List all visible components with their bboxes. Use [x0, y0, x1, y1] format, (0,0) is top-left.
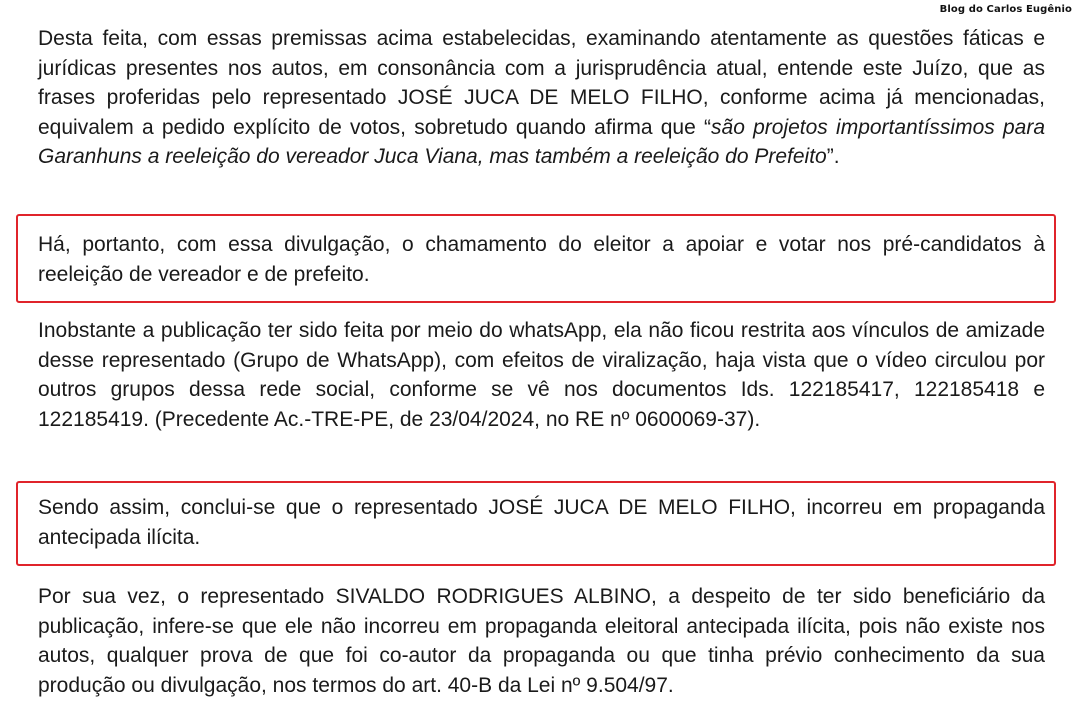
paragraph-text-end: ”.: [826, 145, 840, 168]
paragraph-whatsapp: Inobstante a publicação ter sido feita por meio do whatsApp, ela não ficou restrita aos vínculos de amizade desse representado (Grupo de WhatsApp), com efeitos de viralização, haja vista que o vídeo circulou por outros grupos dessa rede social, conforme se vê nos documentos Ids. 122185417, 122185418 e 122185419. (Precedente Ac.-TRE-PE, de 23/04/2024, no RE nº 0600069-37).: [38, 319, 1045, 431]
paragraph-chamamento: Há, portanto, com essa divulgação, o chamamento do eleitor a apoiar e votar nos pré-candidatos à reeleição de vereador e de prefeito.: [38, 233, 1045, 286]
paragraph-premissas: [38, 24, 1045, 172]
blog-watermark: Blog do Carlos Eugênio: [939, 4, 1072, 15]
paragraph-text: Desta feita, com essas premissas acima estabelecidas, examinando atentamente as questões fáticas e jurídicas presentes nos autos, em consonância com a jurisprudência atual, entende este Juízo, que as frases proferidas pelo representado JOSÉ JUCA DE MELO FILHO, conforme acima já mencionadas, equivalem a pedido explícito de votos, sobretudo quando afirma que “: [38, 27, 1045, 139]
quoted-statement: são projetos importantíssimos para Garanhuns a reeleição do vereador Juca Viana, mas também a reeleição do Prefeito: [38, 115, 1046, 168]
paragraph-sivaldo: Por sua vez, o representado SIVALDO RODRIGUES ALBINO, a despeito de ter sido beneficiário da publicação, infere-se que ele não incorreu em propaganda eleitoral antecipada ilícita, pois não existe nos autos, qualquer prova de que foi co-autor da propaganda ou que tinha prévio conhecimento da sua produção ou divulgação, nos termos do art. 40-B da Lei nº 9.504/97.: [38, 585, 1045, 697]
paragraph-conclusao: Sendo assim, conclui-se que o representado JOSÉ JUCA DE MELO FILHO, incorreu em propaganda antecipada ilícita.: [38, 496, 1045, 549]
